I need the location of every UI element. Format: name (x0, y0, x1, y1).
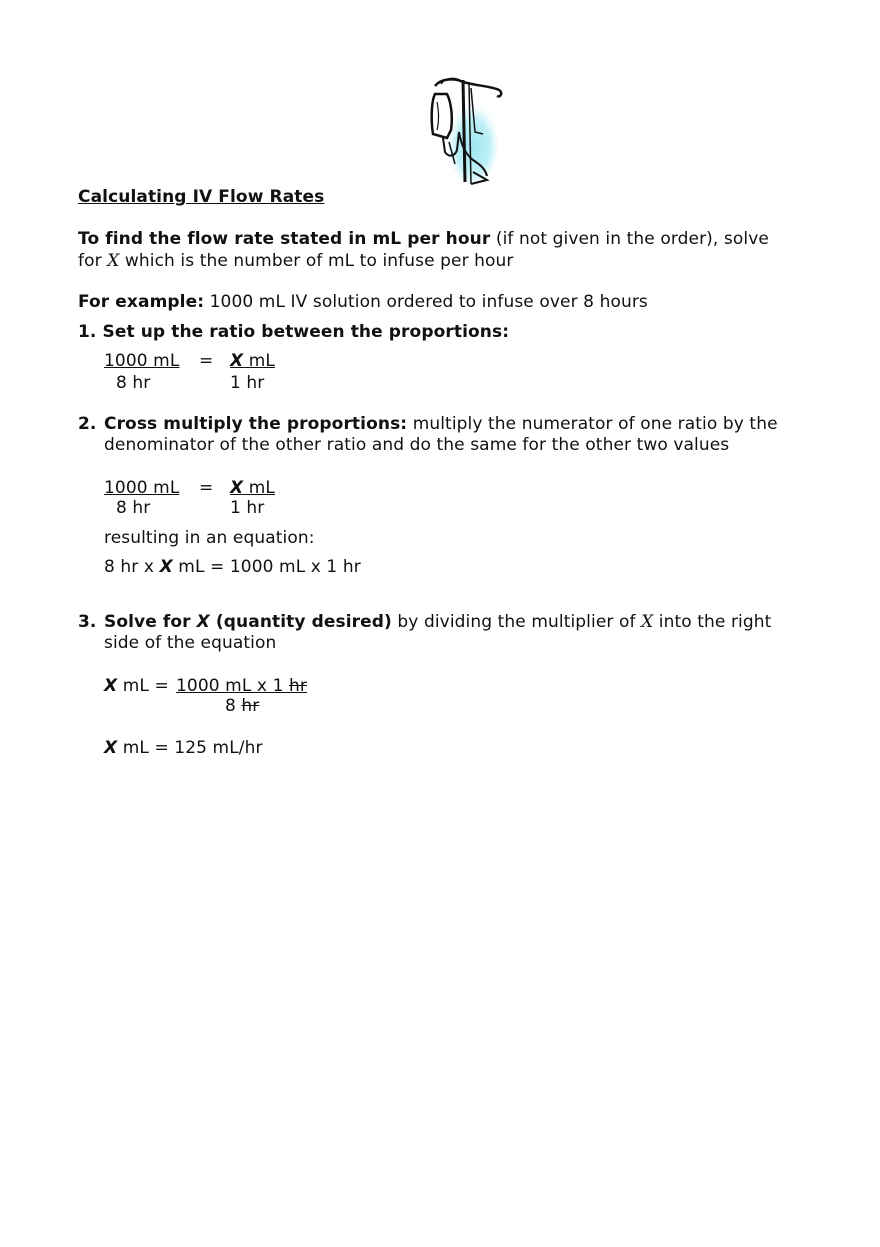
step3-eq1-denominator (225, 696, 259, 717)
step3-line-2: side of the equation (104, 633, 277, 653)
step3-heading-pre: Solve for (104, 612, 197, 632)
example-label: For example: (78, 292, 205, 312)
intro-rest-2: which is the number of mL to infuse per hour (119, 251, 514, 271)
step2-unit: mL (243, 478, 275, 498)
step2-equation (104, 557, 361, 578)
step1-unit: mL (243, 351, 275, 371)
step2-ratio-right-num (230, 478, 275, 499)
intro-rest: (if not given in the order), solve (490, 229, 769, 249)
intro-line-2 (78, 251, 514, 272)
step3-eq1-num-strike: hr (289, 676, 307, 696)
step3-eq1-x: X (104, 676, 118, 696)
step2-num-left: 1000 mL (104, 478, 180, 498)
step3-text-pre: by dividing the multiplier of (391, 612, 642, 632)
step3-text-post: into the right (653, 612, 772, 632)
step2-num: 2. (78, 414, 97, 434)
step1-num-left: 1000 mL (104, 351, 180, 371)
step2-eq-x: X (159, 557, 173, 577)
variable-x: X (107, 251, 120, 271)
example-line (78, 292, 648, 313)
step2-number (78, 414, 97, 435)
step2-line-1 (104, 414, 778, 435)
step3-eq1-mid: mL = (117, 676, 169, 696)
intro-bold: To find the flow rate stated in mL per hour (78, 229, 491, 249)
step1-heading: 1. Set up the ratio between the proportions: (78, 322, 510, 342)
step3-eq1-numerator (176, 676, 307, 697)
step1-ratio-left-den: 8 hr (116, 373, 151, 393)
page-title: Calculating IV Flow Rates (78, 187, 325, 207)
step2-eq-prefix: 8 hr x (104, 557, 160, 577)
step3-eq1-lhs (104, 676, 169, 697)
step2-eq-rest: mL = 1000 mL x 1 hr (172, 557, 361, 577)
step1-ratio-right-num (230, 351, 275, 372)
intro-line-1 (78, 229, 769, 250)
step2-x: X (230, 478, 244, 498)
step2-ratio-right-den: 1 hr (230, 498, 265, 518)
step2-ratio-left-num (104, 478, 179, 499)
step1-ratio-right-den: 1 hr (230, 373, 265, 393)
step3-heading-post: (quantity desired) (209, 612, 392, 632)
step2-ratio-left-den: 8 hr (116, 498, 151, 518)
step3-text-x: X (641, 612, 654, 632)
step2-line-2: denominator of the other ratio and do the same for the other two values (104, 435, 730, 455)
step3-eq1-den-strike: hr (241, 696, 260, 716)
iv-pole-bag-icon (425, 72, 505, 190)
step3-eq1-den-main: 8 (225, 696, 242, 716)
step2-text-1: multiply the numerator of one ratio by the (407, 414, 778, 434)
step2-equals: = (199, 478, 214, 498)
step1-equals: = (199, 351, 214, 371)
step2-resulting: resulting in an equation: (104, 528, 315, 548)
step3-eq2-x: X (104, 738, 118, 758)
step3-heading-x: X (196, 612, 210, 632)
step3-number (78, 612, 97, 633)
step2-heading: Cross multiply the proportions: (104, 414, 408, 434)
step3-eq2-rest: mL = 125 mL/hr (117, 738, 263, 758)
example-text: 1000 mL IV solution ordered to infuse over 8 hours (204, 292, 648, 312)
step3-num: 3. (78, 612, 97, 632)
step3-eq1-num-main: 1000 mL x 1 (176, 676, 289, 696)
step3-eq2 (104, 738, 263, 759)
intro-prefix: for (78, 251, 108, 271)
step1-ratio-left-num (104, 351, 179, 372)
step1-x: X (230, 351, 244, 371)
step3-line-1 (104, 612, 771, 633)
